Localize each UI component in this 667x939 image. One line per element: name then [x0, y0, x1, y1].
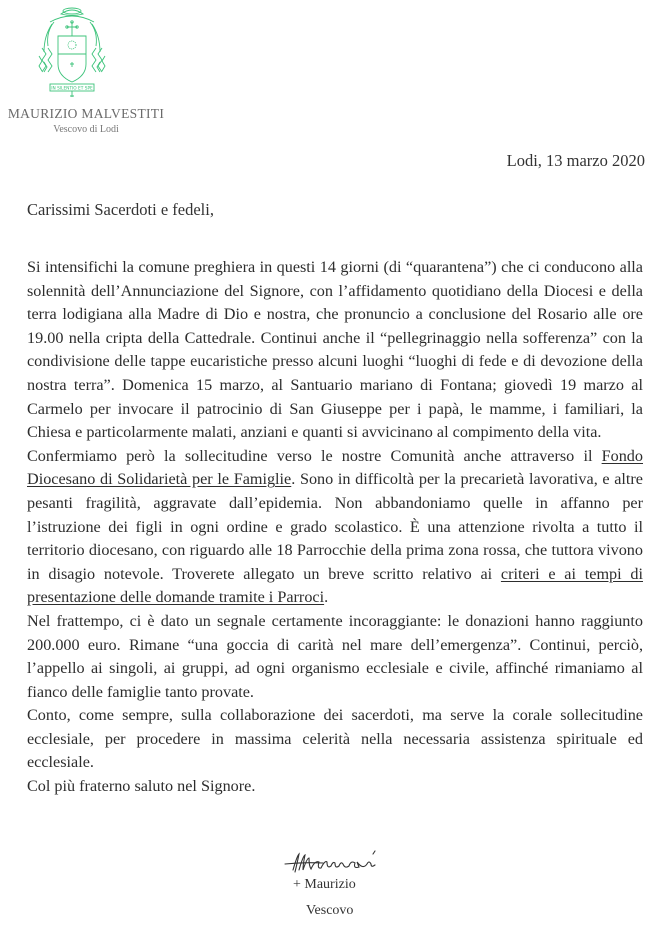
criteria-link[interactable]: criteri e ai tempi di presentazione delle domande tramite i Parroci: [27, 564, 643, 607]
text: Confermiamo però la sollecitudine verso le nostre Comunità anche attraverso il: [27, 446, 602, 465]
text: . Sono in difficoltà per la precarietà lavorativa, e altre pesanti fragilità, aggravate dall’epidemia. Non abbandoniamo quelle in affanno per l’istruzione dei figli in ogni ordine e grado scolastico. È una attenzione rivolta a tutto il territorio diocesano, con riguardo alle 18 Parrocchie della prima zona rossa, che tuttora vivono in disagio notevole. Troverete allegato un breve scritto relativo ai: [27, 470, 643, 583]
paragraph-donations: Nel frattempo, ci è dato un segnale certamente incoraggiante: le donazioni hanno raggiunto 200.000 euro. Rimane “una goccia di carità nel mare dell’emergenza”. Continui, perciò, l’appello ai singoli, ai gruppi, ad ogni organismo ecclesiale e civile, affinché rimaniamo al fianco delle famiglie tanto provate.: [27, 611, 643, 701]
salutation: Carissimi Sacerdoti e fedeli,: [27, 200, 214, 219]
paragraph-collaboration: Conto, come sempre, sulla collaborazione dei sacerdoti, ma serve la corale sollecitudine ecclesiale, per procedere in massima celerità nella necessaria assistenza spirituale ed ecclesiale.: [27, 706, 643, 772]
paragraph-solidarity-fund: [27, 445, 643, 610]
letter-body: [27, 256, 643, 799]
coat-of-arms-icon: [36, 2, 108, 100]
bishop-title: Vescovo di Lodi: [53, 124, 119, 135]
text: .: [324, 588, 329, 607]
handwritten-signature-icon: [283, 850, 383, 876]
letter-date: Lodi, 13 marzo 2020: [506, 151, 645, 170]
paragraph-closing: Col più fraterno saluto nel Signore.: [27, 777, 256, 796]
paragraph-prayer: Si intensifichi la comune preghiera in questi 14 giorni (di “quarantena”) che ci conducono alla solennità dell’Annunciazione del Signore, con l’affidamento quotidiano della Diocesi e della terra lodigiana alla Madre di Dio e nostra, che pronuncio a conclusione del Rosario alle ore 19.00 nella cripta della Cattedrale. Continui anche il “pellegrinaggio nella sofferenza” con la condivisione delle tappe eucaristiche presso alcuni luoghi “luoghi di fede e di devozione della nostra terra”. Domenica 15 marzo, al Santuario mariano di Fontana; giovedì 19 marzo al Carmelo per invocare il patrocinio di San Giuseppe per i papà, le mamme, i familiari, la Chiesa e particolarmente malati, anziani e quanti si avvicinano al compimento della vita.: [27, 258, 643, 442]
svg-text:IN SILENTIO ET SPE: IN SILENTIO ET SPE: [51, 86, 93, 92]
signatory-role: Vescovo: [306, 903, 354, 918]
signatory-name: + Maurizio: [293, 877, 356, 892]
bishop-name: MAURIZIO MALVESTITI: [7, 106, 165, 121]
solidarity-fund-link[interactable]: Fondo Diocesano di Solidarietà per le Famiglie: [27, 446, 643, 489]
